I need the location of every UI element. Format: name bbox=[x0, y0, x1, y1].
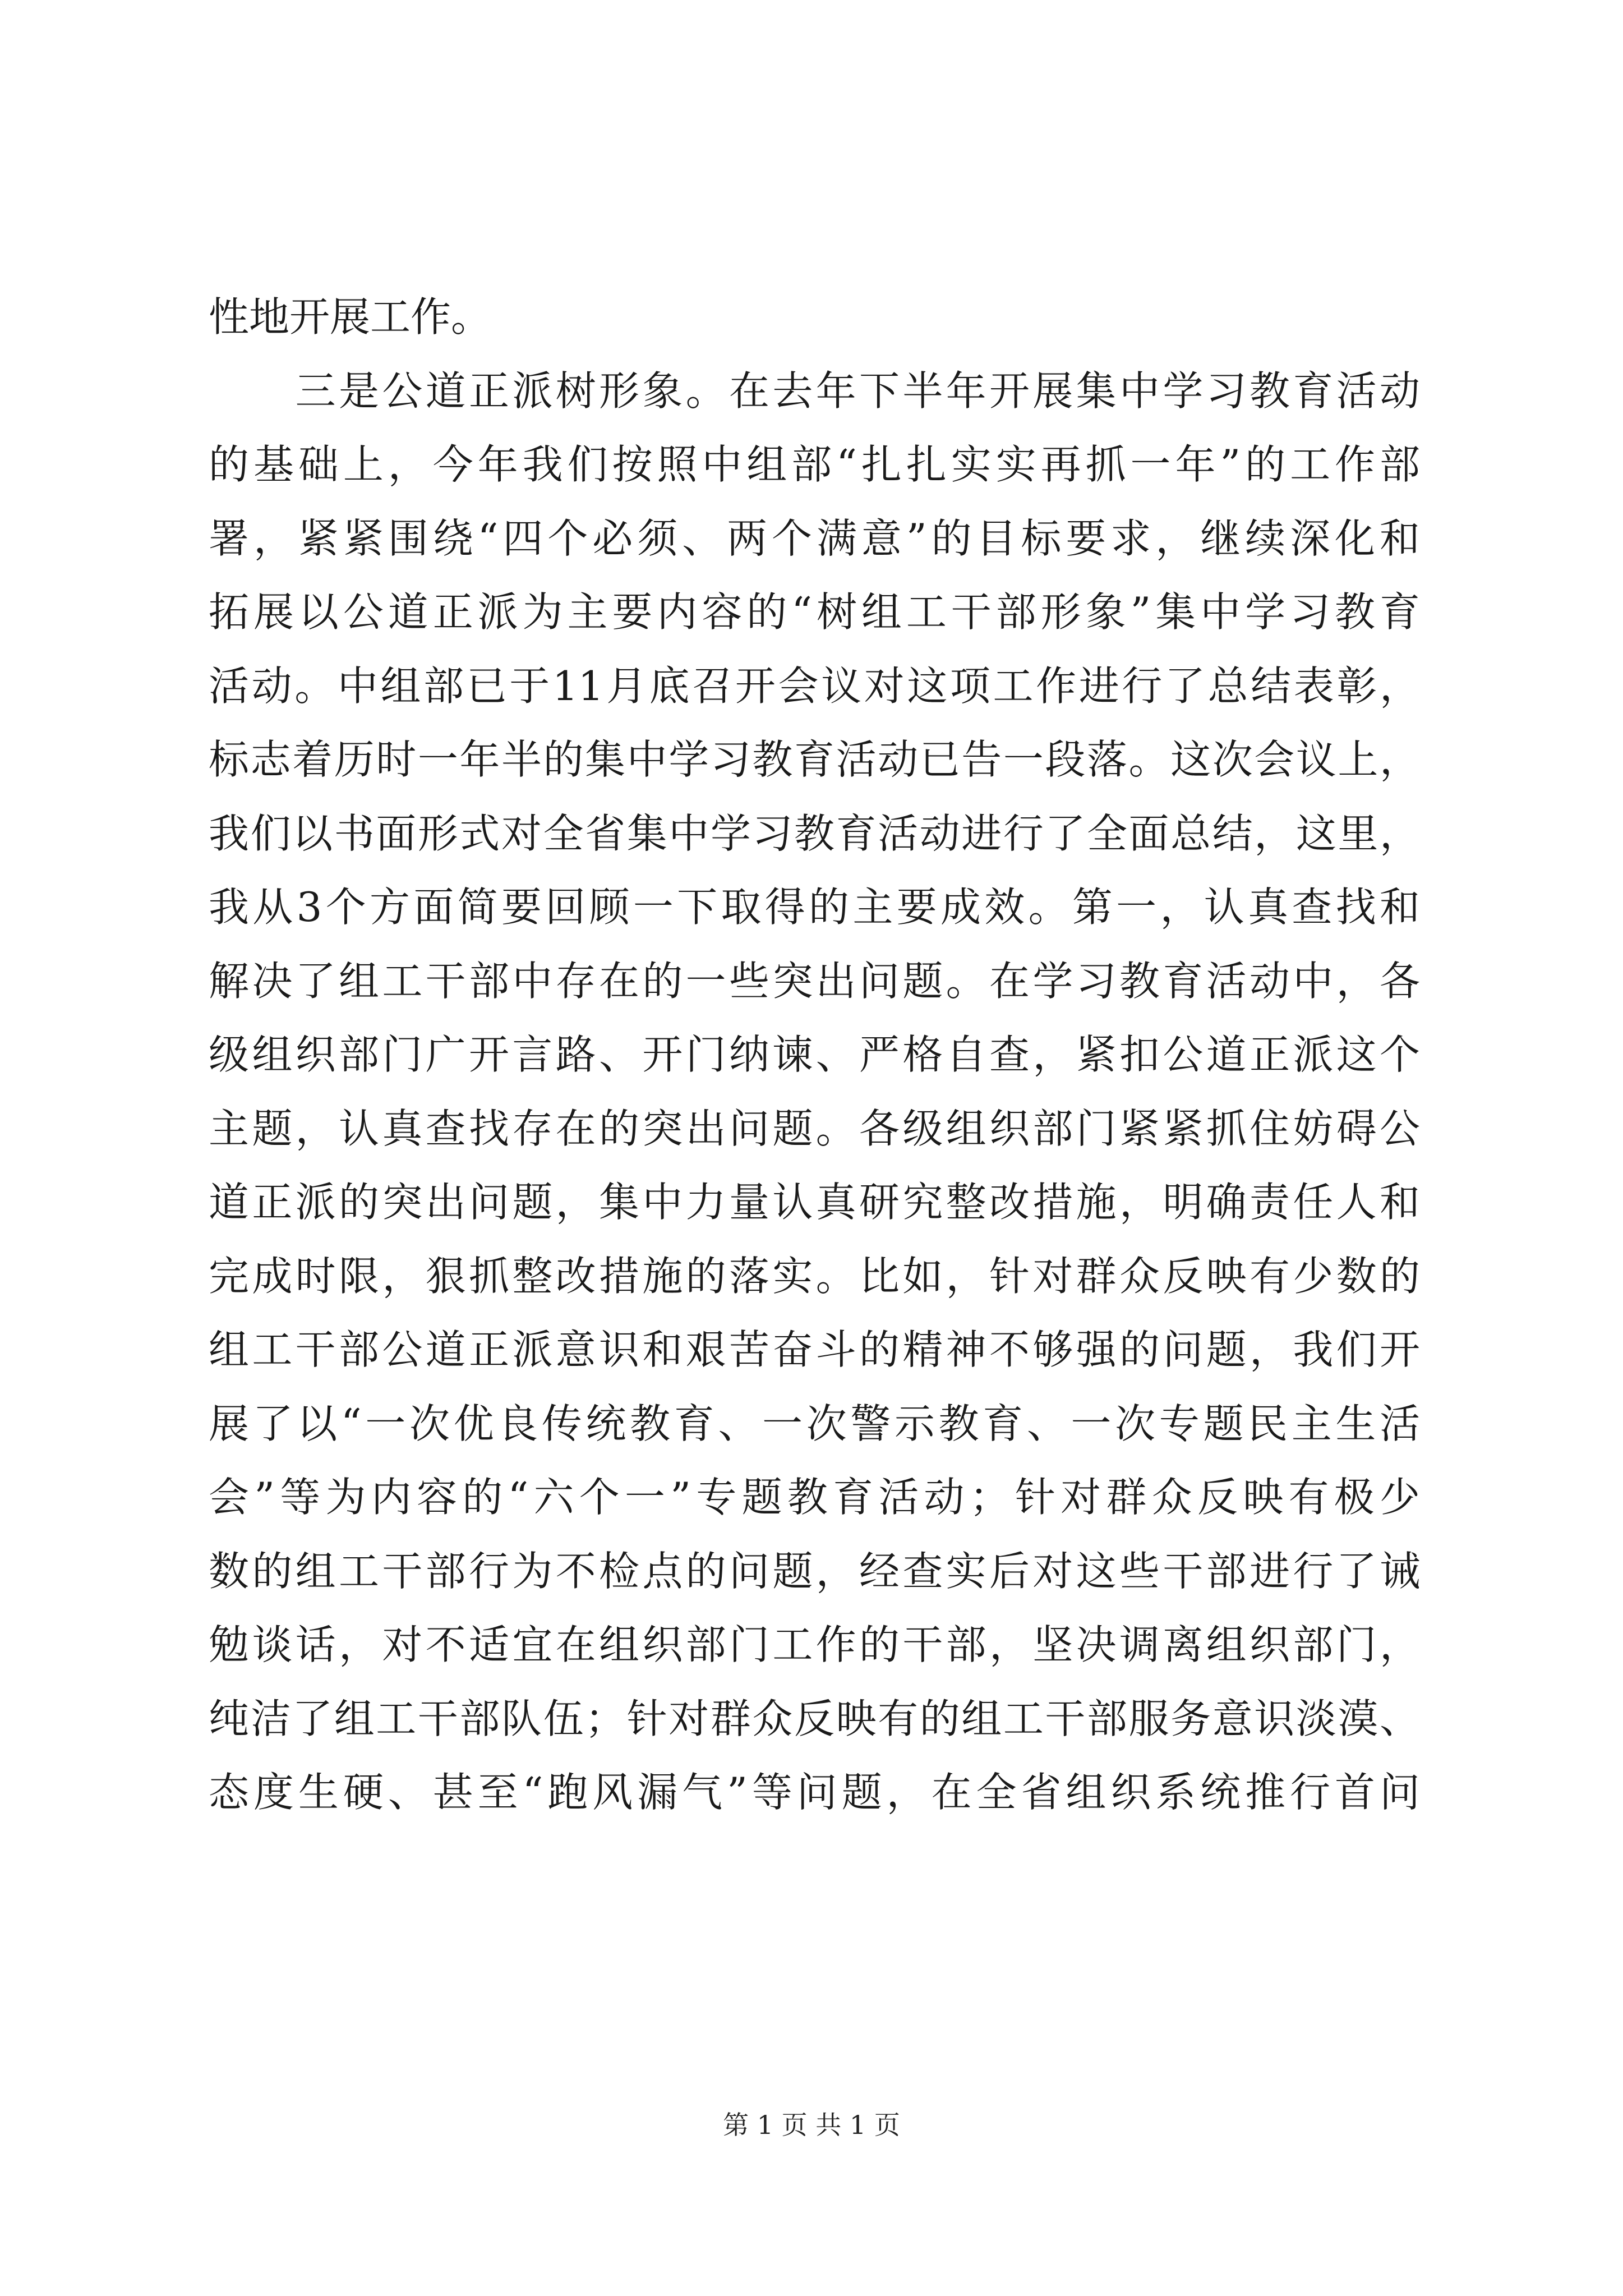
text-line: 我们以书面形式对全省集中学习教育活动进行了全面总结，这里， bbox=[209, 809, 1420, 857]
text-line: 标志着历时一年半的集中学习教育活动已告一段落。这次会议上， bbox=[209, 736, 1420, 783]
page-footer: 第 1 页 共 1 页 bbox=[723, 2110, 900, 2140]
text-line: 主题，认真查找存在的突出问题。各级组织部门紧紧抓住妨碍公 bbox=[209, 1105, 1420, 1152]
text-line: 署，紧紧围绕“四个必须、两个满意”的目标要求，继续深化和 bbox=[209, 514, 1420, 562]
text-line: 数的组工干部行为不检点的问题，经查实后对这些干部进行了诫 bbox=[209, 1547, 1420, 1595]
text-line: 性地开展工作。 bbox=[209, 293, 492, 341]
text-line: 态度生硬、甚至“跑风漏气”等问题，在全省组织系统推行首问 bbox=[209, 1769, 1420, 1816]
text-line: 组工干部公道正派意识和艰苦奋斗的精神不够强的问题，我们开 bbox=[209, 1326, 1420, 1373]
text-line: 拓展以公道正派为主要内容的“树组工干部形象”集中学习教育 bbox=[209, 588, 1420, 636]
text-line: 勉谈话，对不适宜在组织部门工作的干部，坚决调离组织部门， bbox=[209, 1621, 1420, 1668]
text-line: 展了以“一次优良传统教育、一次警示教育、一次专题民主生活 bbox=[209, 1400, 1420, 1447]
text-line: 解决了组工干部中存在的一些突出问题。在学习教育活动中，各 bbox=[209, 957, 1420, 1005]
text-line: 的基础上，今年我们按照中组部“扎扎实实再抓一年”的工作部 bbox=[209, 441, 1420, 488]
document-body bbox=[209, 280, 1420, 1830]
text-line: 我从3个方面简要回顾一下取得的主要成效。第一，认真查找和 bbox=[209, 884, 1420, 931]
text-line: 级组织部门广开言路、开门纳谏、严格自查，紧扣公道正派这个 bbox=[209, 1031, 1420, 1078]
text-line: 完成时限，狠抓整改措施的落实。比如，针对群众反映有少数的 bbox=[209, 1252, 1420, 1300]
text-line: 会”等为内容的“六个一”专题教育活动；针对群众反映有极少 bbox=[209, 1474, 1420, 1521]
text-line: 纯洁了组工干部队伍；针对群众反映有的组工干部服务意识淡漠、 bbox=[209, 1695, 1420, 1742]
text-line: 三是公道正派树形象。在去年下半年开展集中学习教育活动 bbox=[209, 367, 1420, 415]
text-line: 道正派的突出问题，集中力量认真研究整改措施，明确责任人和 bbox=[209, 1179, 1420, 1226]
text-line: 活动。中组部已于11月底召开会议对这项工作进行了总结表彰， bbox=[209, 662, 1420, 710]
